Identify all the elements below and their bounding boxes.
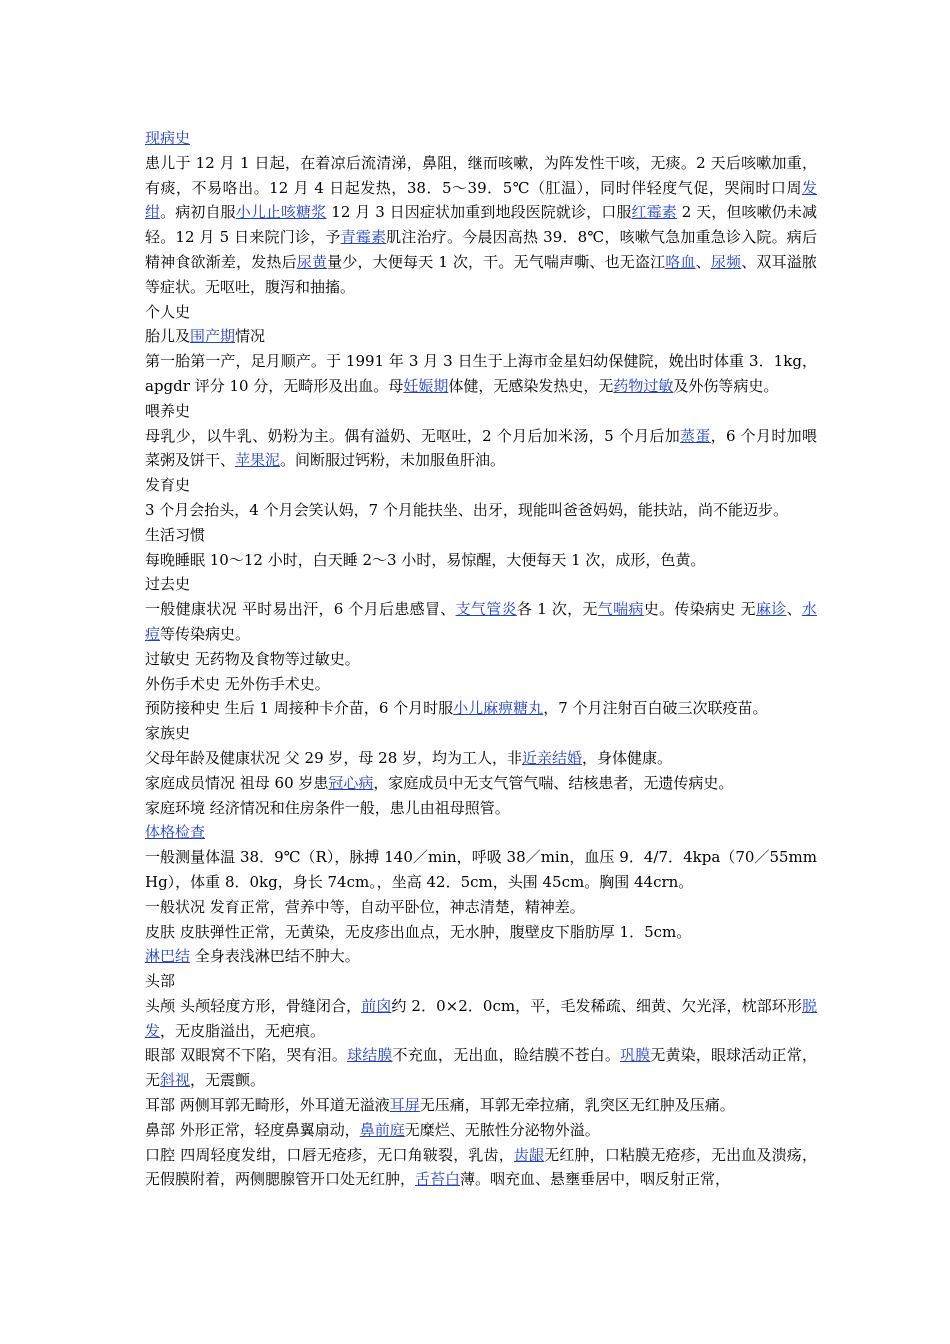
text-run: 、: [695, 252, 711, 271]
paragraph: [145, 746, 817, 771]
term-link[interactable]: 耳屏: [389, 1096, 420, 1115]
text-run: 等传染病史。: [160, 624, 251, 643]
paragraph: [145, 845, 817, 895]
paragraph: [145, 1118, 817, 1143]
text-run: ，身体健康。: [582, 748, 673, 767]
term-link[interactable]: 近亲结婚: [522, 748, 583, 767]
term-link[interactable]: 巩膜: [620, 1046, 651, 1065]
text-run: 无压痛，耳郭无牵拉痛，乳突区无红肿及压痛。: [419, 1096, 735, 1115]
text-run: 生活习惯: [145, 525, 206, 544]
text-run: 喂养史: [145, 401, 191, 420]
term-link[interactable]: 尿黄: [296, 252, 328, 271]
paragraph: [145, 969, 817, 994]
paragraph: [145, 151, 817, 300]
text-run: 3 个月会抬头，4 个月会笑认妈，7 个月能扶坐、出牙，现能叫爸爸妈妈，能扶站，尚不能迈步。: [145, 500, 788, 519]
term-link[interactable]: 水痘: [145, 600, 817, 643]
paragraph: [145, 1143, 817, 1193]
paragraph: [145, 300, 817, 325]
text-run: 口腔 四周轻度发绀，口唇无疮疹，无口角皲裂，乳齿，: [145, 1145, 514, 1164]
paragraph: [145, 771, 817, 796]
paragraph: [145, 721, 817, 746]
paragraph: [145, 324, 817, 349]
text-run: 肌注治疗。今晨因高热 39．8℃，咳嗽气急加重急诊入院。病后精神食欲渐差，发热后: [145, 228, 817, 271]
paragraph: [145, 572, 817, 597]
paragraph: [145, 647, 817, 672]
paragraph: [145, 498, 817, 523]
text-run: 患儿于 12 月 1 日起，在着凉后流清涕，鼻阻，继而咳嗽，为阵发性干咳，无痰。2 天后咳嗽加重，有痰，不易咯出。12 月 4 日起发热，38．5～39．5℃（肛温），同时伴轻度气促，哭闹时口周: [145, 153, 817, 197]
text-run: 约 2．0×2．0cm，平，毛发稀疏、细黄、欠光泽，枕部环形: [391, 996, 802, 1015]
paragraph: [145, 895, 817, 920]
text-run: 过敏史 无药物及食物等过敏史。: [145, 649, 360, 668]
term-link[interactable]: 小儿麻痹糖丸: [453, 699, 544, 718]
paragraph: [145, 944, 817, 969]
term-link[interactable]: 围产期: [190, 327, 236, 346]
term-link[interactable]: 苹果泥: [235, 451, 281, 470]
text-run: ，6 个月时加喂菜粥及饼干、: [145, 426, 817, 470]
text-run: 无黄染，眼球活动正常，无: [145, 1046, 817, 1090]
text-run: ，无皮脂溢出，无疤痕。: [160, 1021, 326, 1040]
medical-record-document: [145, 126, 817, 1192]
text-run: 家庭成员情况 祖母 60 岁患: [145, 773, 329, 792]
paragraph: [145, 523, 817, 548]
term-link[interactable]: 发绀: [145, 178, 817, 222]
paragraph: [145, 597, 817, 647]
text-run: 家族史: [145, 724, 191, 743]
text-run: 每晚睡眠 10～12 小时，白天睡 2～3 小时，易惊醒，大便每天 1 次，成形，色黄。: [145, 550, 706, 569]
paragraph: [145, 696, 817, 721]
text-run: 、双耳溢脓等症状。无呕吐，腹泻和抽搐。: [145, 252, 817, 296]
text-run: 鼻部 外形正常，轻度鼻翼扇动，: [145, 1120, 360, 1139]
text-run: 皮肤 皮肤弹性正常，无黄染，无皮疹出血点，无水肿，腹壁皮下脂肪厚 1．5cm。: [145, 922, 692, 941]
term-link[interactable]: 蒸蛋: [680, 426, 711, 445]
text-run: 。间断服过钙粉，未加服鱼肝油。: [280, 451, 506, 470]
term-link[interactable]: 支气管炎: [455, 600, 517, 619]
paragraph: [145, 424, 817, 474]
text-run: ，家庭成员中无支气管气喘、结核患者，无遗传病史。: [373, 773, 734, 792]
text-run: 个人史: [145, 302, 191, 321]
term-link[interactable]: 现病史: [145, 129, 191, 147]
text-run: 量少，大便每天 1 次，干。无气喘声嘶、也无盗江: [327, 252, 666, 271]
term-link[interactable]: 小儿止咳糖浆: [235, 203, 327, 222]
text-run: 体健，无感染发热史，无: [448, 376, 614, 395]
paragraph: [145, 920, 817, 945]
paragraph: [145, 820, 817, 845]
paragraph: [145, 1043, 817, 1093]
term-link[interactable]: 冠心病: [328, 773, 374, 792]
text-run: 2 天，但咳嗽仍未减轻。12 月 5 日来院门诊，予: [145, 203, 817, 247]
paragraph: [145, 399, 817, 424]
text-run: 情况: [235, 327, 266, 346]
term-link[interactable]: 妊娠期: [403, 376, 449, 395]
text-run: 耳部 两侧耳郭无畸形，外耳道无溢液: [145, 1096, 390, 1115]
text-run: 预防接种史 生后 1 周接种卡介苗，6 个月时服: [145, 699, 454, 718]
paragraph: [145, 548, 817, 573]
text-run: 一般状况 发育正常，营养中等，自动平卧位，神志清楚，精神差。: [145, 897, 585, 916]
text-run: 及外伤等病史。: [673, 376, 779, 395]
term-link[interactable]: 斜视: [160, 1071, 191, 1090]
text-run: 发育史: [145, 476, 191, 495]
paragraph: [145, 796, 817, 821]
term-link[interactable]: 咯血: [665, 252, 696, 271]
term-link[interactable]: 前囟: [361, 996, 392, 1015]
term-link[interactable]: 齿龈: [513, 1145, 545, 1164]
term-link[interactable]: 脱发: [145, 996, 817, 1040]
text-run: 外伤手术史 无外伤手术史。: [145, 674, 330, 693]
text-run: 薄。咽充血、悬壅垂居中，咽反射正常，: [460, 1170, 731, 1189]
text-run: 一般健康状况 平时易出汗，6 个月后患感冒、: [145, 600, 456, 619]
term-link[interactable]: 麻诊: [755, 600, 787, 619]
text-run: 家庭环境 经济情况和住房条件一般，患儿由祖母照管。: [145, 798, 510, 817]
term-link[interactable]: 尿频: [710, 252, 742, 271]
term-link[interactable]: 气喘病: [597, 600, 644, 619]
text-run: 各 1 次，无: [516, 600, 598, 619]
text-run: 无糜烂、无脓性分泌物外溢。: [404, 1120, 600, 1139]
term-link[interactable]: 药物过敏: [613, 376, 674, 395]
text-run: 不充血，无出血，睑结膜不苍白。: [392, 1046, 620, 1065]
paragraph: [145, 126, 817, 151]
text-run: 父母年龄及健康状况 父 29 岁，母 28 岁，均为工人，非: [145, 748, 523, 767]
term-link[interactable]: 球结膜: [347, 1046, 393, 1065]
text-run: ，7 个月注射百白破三次联疫苗。: [543, 699, 768, 718]
text-run: 12 月 3 日因症状加重到地段医院就诊，口服: [326, 203, 632, 222]
term-link[interactable]: 体格检查: [145, 823, 206, 842]
paragraph: [145, 994, 817, 1044]
term-link[interactable]: 青霉素: [340, 228, 387, 247]
text-run: 母乳少，以牛乳、奶粉为主。偶有溢奶、无呕吐，2 个月后加米汤，5 个月后加: [145, 426, 681, 445]
text-run: 过去史: [145, 575, 191, 594]
term-link[interactable]: 红霉素: [631, 203, 677, 222]
text-run: 史。传染病史 无: [643, 600, 756, 619]
text-run: 。病初自服: [160, 203, 236, 222]
term-link[interactable]: 鼻前庭: [359, 1120, 405, 1139]
text-run: 、: [786, 600, 802, 619]
text-run: ，无震颤。: [190, 1071, 266, 1090]
paragraph: [145, 473, 817, 498]
text-run: 头部: [145, 972, 176, 991]
paragraph: [145, 672, 817, 697]
text-run: 眼部 双眼窝不下陷，哭有泪。: [145, 1046, 348, 1065]
text-run: 全身表浅淋巴结不肿大。: [190, 947, 360, 966]
term-link[interactable]: 舌苔白: [415, 1170, 461, 1189]
text-run: 第一胎第一产，足月顺产。于 1991 年 3 月 3 日生于上海市金星妇幼保健院，娩出时体重 3．1kg，apgdr 评分 10 分，无畸形及出血。母: [145, 352, 817, 395]
paragraph: [145, 1093, 817, 1118]
text-run: 无红肿，口粘膜无疮疹，无出血及溃疡，无假膜附着，两侧腮腺管开口处无红肿，: [145, 1145, 817, 1189]
text-run: 胎儿及: [145, 327, 191, 346]
paragraph: [145, 349, 817, 399]
term-link[interactable]: 淋巴结: [145, 947, 191, 966]
text-run: 头颅 头颅轻度方形，骨缝闭合，: [145, 996, 362, 1015]
text-run: 一般测量体温 38．9℃（R），脉搏 140／min，呼吸 38／min，血压 9．4/7．4kpa（70／55mmHg），体重 8．0kg，身长 74cm。，坐高 42．5cm，头围 45cm。胸围 44crn。: [145, 848, 817, 891]
